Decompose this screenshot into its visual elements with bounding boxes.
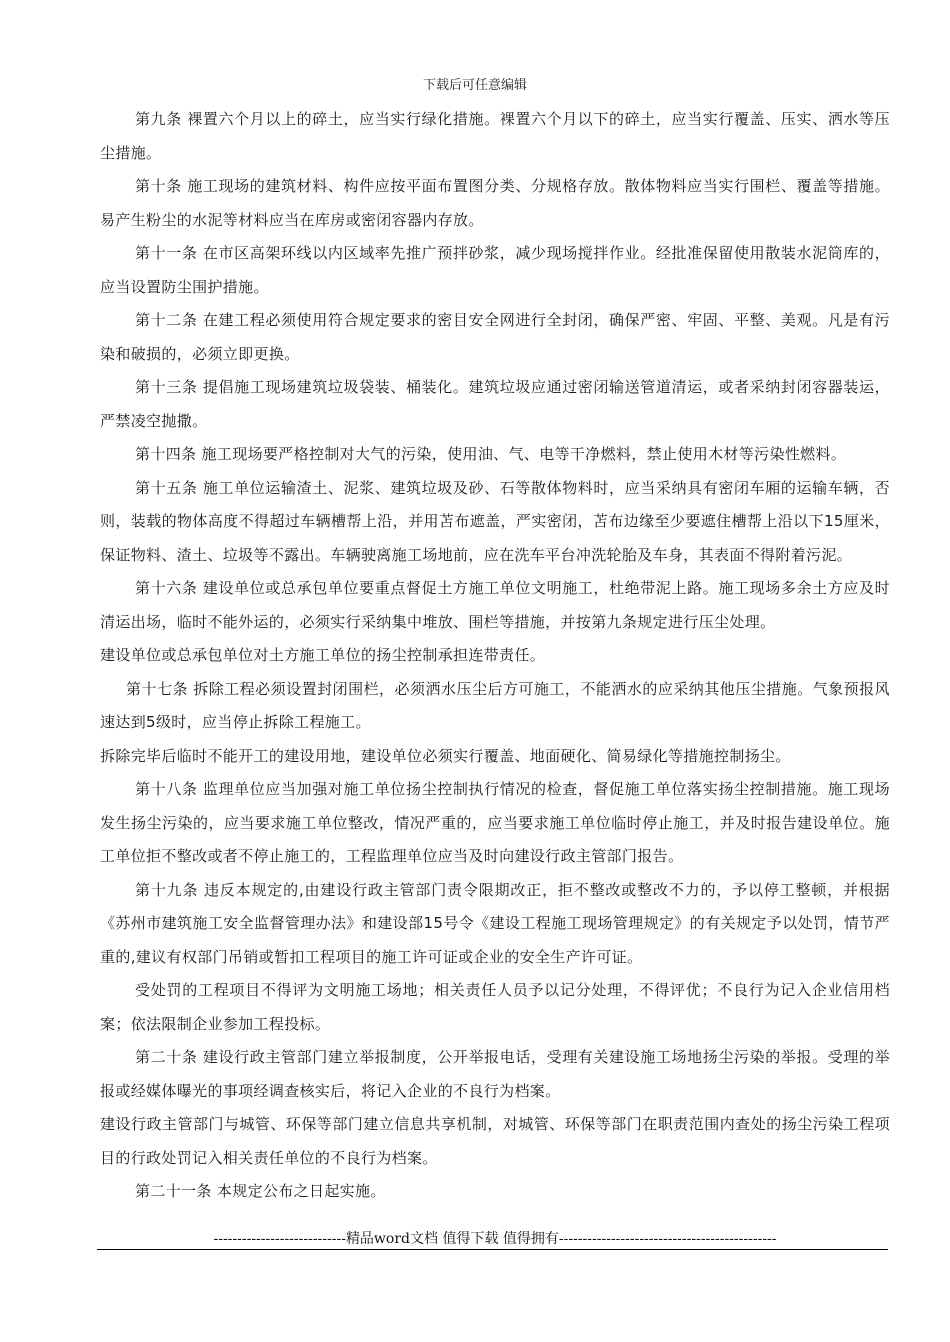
document-paragraph: 第十一条 在市区高架环线以内区域率先推广预拌砂浆，减少现场搅拌作业。经批准保留使用散装水泥筒库的，应当设置防尘围护措施。 xyxy=(100,244,890,296)
footer-rule xyxy=(97,1249,888,1250)
document-paragraph: 建设行政主管部门与城管、环保等部门建立信息共享机制，对城管、环保等部门在职责范围内查处的扬尘污染工程项目的行政处罚记入相关责任单位的不良行为档案。 xyxy=(100,1115,890,1167)
document-paragraph: 第十四条 施工现场要严格控制对大气的污染，使用油、气、电等干净燃料，禁止使用木材等污染性燃料。 xyxy=(135,445,847,463)
document-paragraph: 受处罚的工程项目不得评为文明施工场地；相关责任人员予以记分处理，不得评优；不良行为记入企业信用档案；依法限制企业参加工程投标。 xyxy=(100,981,890,1033)
document-paragraph: 第十条 施工现场的建筑材料、构件应按平面布置图分类、分规格存放。散体物料应当实行围栏、覆盖等措施。易产生粉尘的水泥等材料应当在库房或密闭容器内存放。 xyxy=(100,177,890,229)
document-paragraph: 第二十条 建设行政主管部门建立举报制度，公开举报电话，受理有关建设施工场地扬尘污染的举报。受理的举报或经媒体曝光的事项经调查核实后，将记入企业的不良行为档案。 xyxy=(100,1048,890,1100)
document-paragraph: 第二十一条 本规定公布之日起实施。 xyxy=(135,1182,386,1200)
document-paragraph: 拆除完毕后临时不能开工的建设用地，建设单位必须实行覆盖、地面硬化、简易绿化等措施控制扬尘。 xyxy=(100,746,791,765)
document-paragraph: 第十八条 监理单位应当加强对施工单位扬尘控制执行情况的检查，督促施工单位落实扬尘控制措施。施工现场发生扬尘污染的，应当要求施工单位整改，情况严重的，应当要求施工单位临时停止施工，并及时报告建设单位。施工单位拒不整改或者不停止施工的，工程监理单位应当及时向建设行政主管部门报告。 xyxy=(100,780,890,865)
document-paragraph: 第十九条 违反本规定的,由建设行政主管部门责令限期改正，拒不整改或整改不力的，予以停工整顿，并根据《苏州市建筑施工安全监督管理办法》和建设部15号令《建设工程施工现场管理规定》的有关规定予以处罚，情节严重的,建议有权部门吊销或暂扣工程项目的施工许可证或企业的安全生产许可证。 xyxy=(100,880,890,966)
document-paragraph: 第十七条 拆除工程必须设置封闭围栏，必须洒水压尘后方可施工，不能洒水的应采纳其他压尘措施。气象预报风速达到5级时，应当停止拆除工程施工。 xyxy=(100,679,890,731)
document-paragraph: 第十三条 提倡施工现场建筑垃圾袋装、桶装化。建筑垃圾应通过密闭输送管道清运，或者采纳封闭容器装运，严禁凌空抛撒。 xyxy=(100,378,890,430)
document-paragraph: 第九条 裸置六个月以上的碎土，应当实行绿化措施。裸置六个月以下的碎土，应当实行覆盖、压实、洒水等压尘措施。 xyxy=(100,110,890,162)
document-paragraph: 第十二条 在建工程必须使用符合规定要求的密目安全网进行全封闭，确保严密、牢固、平整、美观。凡是有污染和破损的，必须立即更换。 xyxy=(100,311,890,363)
document-paragraph: 第十五条 施工单位运输渣土、泥浆、建筑垃圾及砂、石等散体物料时，应当采纳具有密闭车厢的运输车辆，否则，装载的物体高度不得超过车辆槽帮上沿，并用苫布遮盖，严实密闭，苫布边缘至少要遮住槽帮上沿以下15厘米，保证物料、渣土、垃圾等不露出。车辆驶离施工场地前，应在洗车平台冲洗轮胎及车身，其表面不得附着污泥。 xyxy=(100,478,890,564)
document-body xyxy=(100,103,890,1209)
page-footer: ----------------------------精品word文档 值得下载 值得拥有---------------------------------------------- xyxy=(213,1231,777,1247)
document-paragraph: 建设单位或总承包单位对土方施工单位的扬尘控制承担连带责任。 xyxy=(100,646,546,664)
page-header: 下载后可任意编辑 xyxy=(422,78,527,93)
document-paragraph: 第十六条 建设单位或总承包单位要重点督促土方施工单位文明施工，杜绝带泥上路。施工现场多余土方应及时清运出场，临时不能外运的，必须实行采纳集中堆放、围栏等措施，并按第九条规定进行压尘处理。 xyxy=(100,579,890,631)
